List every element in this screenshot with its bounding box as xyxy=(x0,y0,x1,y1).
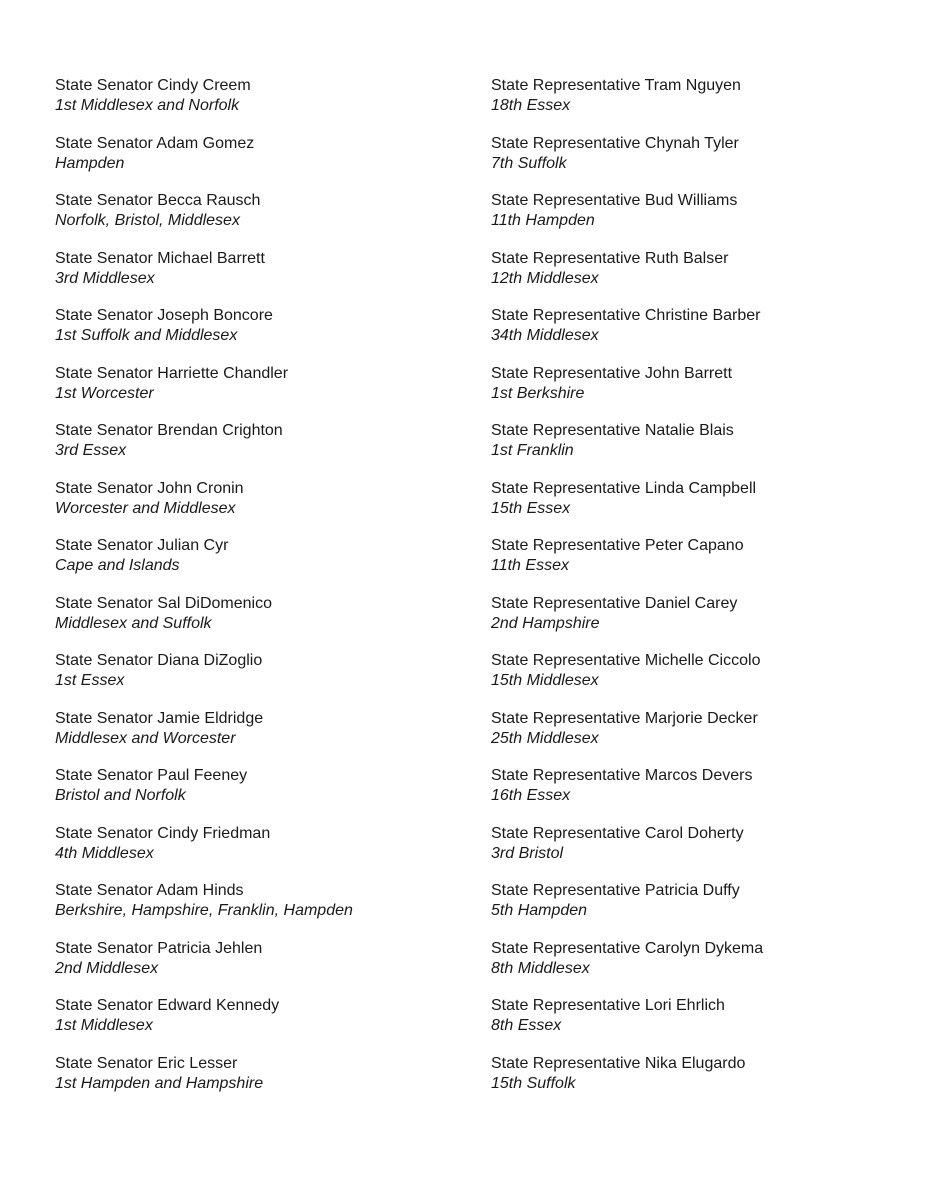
legislator-name: State Senator Edward Kennedy xyxy=(55,997,280,1014)
legislator-district: 1st Berkshire xyxy=(491,384,585,402)
list-item xyxy=(491,421,911,479)
legislator-district: 25th Middlesex xyxy=(491,729,599,747)
legislator-district: 5th Hampden xyxy=(491,902,588,919)
legislator-district: 8th Essex xyxy=(491,1017,562,1034)
legislator-name: State Representative Lori Ehrlich xyxy=(491,997,725,1014)
list-item xyxy=(55,76,455,134)
legislator-name: State Senator Becca Rausch xyxy=(55,192,261,209)
legislator-district: 11th Hampden xyxy=(491,212,595,229)
list-item xyxy=(55,1054,455,1112)
list-item xyxy=(55,421,455,479)
list-item xyxy=(55,651,455,709)
list-item xyxy=(491,306,911,364)
legislator-district: Hampden xyxy=(55,154,125,172)
legislator-district: Middlesex and Suffolk xyxy=(55,614,212,632)
list-item xyxy=(55,191,455,249)
legislator-name: State Representative Carolyn Dykema xyxy=(491,939,764,957)
list-item xyxy=(491,709,911,767)
legislator-district: 2nd Middlesex xyxy=(55,959,159,977)
list-item xyxy=(491,939,911,997)
list-item xyxy=(55,536,455,594)
legislator-district: 1st Middlesex and Norfolk xyxy=(55,97,240,114)
legislator-name: State Representative Patricia Duffy xyxy=(491,882,740,899)
legislator-district: 1st Hampden and Hampshire xyxy=(55,1074,264,1092)
legislator-name: State Representative Tram Nguyen xyxy=(491,77,741,94)
legislator-district: Berkshire, Hampshire, Franklin, Hampden xyxy=(55,902,353,919)
list-item xyxy=(491,1054,911,1112)
legislator-name: State Senator Cindy Friedman xyxy=(55,824,271,842)
legislator-name: State Senator Michael Barrett xyxy=(55,249,265,267)
list-item xyxy=(55,306,455,364)
legislator-name: State Representative Daniel Carey xyxy=(491,594,738,612)
legislator-district: Cape and Islands xyxy=(55,557,180,574)
legislator-name: State Senator Adam Gomez xyxy=(55,134,255,152)
legislator-name: State Representative Michelle Ciccolo xyxy=(491,652,761,669)
legislator-name: State Senator John Cronin xyxy=(55,479,244,497)
list-item xyxy=(55,996,455,1054)
legislator-name: State Representative Natalie Blais xyxy=(491,422,734,439)
list-item xyxy=(491,364,911,422)
list-item xyxy=(55,709,455,767)
list-item xyxy=(491,249,911,307)
legislator-district: 12th Middlesex xyxy=(491,269,599,287)
legislator-district: 3rd Middlesex xyxy=(55,269,155,287)
legislator-district: 34th Middlesex xyxy=(491,327,599,344)
list-item xyxy=(491,536,911,594)
legislator-name: State Senator Paul Feeney xyxy=(55,767,248,784)
legislator-name: State Senator Sal DiDomenico xyxy=(55,594,272,612)
legislator-district: 3rd Essex xyxy=(55,442,127,459)
legislator-name: State Senator Joseph Boncore xyxy=(55,307,273,324)
legislator-district: Worcester and Middlesex xyxy=(55,499,236,517)
legislator-name: State Senator Jamie Eldridge xyxy=(55,709,264,727)
legislator-district: 7th Suffolk xyxy=(491,154,567,172)
list-item xyxy=(491,824,911,882)
legislator-name: State Representative Carol Doherty xyxy=(491,824,744,842)
list-item xyxy=(55,479,455,537)
list-item xyxy=(491,76,911,134)
legislator-district: 1st Worcester xyxy=(55,384,154,402)
legislator-district: 18th Essex xyxy=(491,97,571,114)
legislator-name: State Senator Cindy Creem xyxy=(55,77,251,94)
legislator-name: State Representative Marjorie Decker xyxy=(491,709,758,727)
list-item xyxy=(491,594,911,652)
legislator-district: 11th Essex xyxy=(491,557,569,574)
legislator-name: State Representative Nika Elugardo xyxy=(491,1054,746,1072)
list-item xyxy=(491,881,911,939)
legislator-district: 8th Middlesex xyxy=(491,959,590,977)
legislator-name: State Representative Bud Williams xyxy=(491,192,738,209)
legislator-district: 3rd Bristol xyxy=(491,844,564,862)
legislator-district: 1st Essex xyxy=(55,672,125,689)
legislator-name: State Representative Chynah Tyler xyxy=(491,134,739,152)
list-item xyxy=(491,191,911,249)
legislator-district: 15th Middlesex xyxy=(491,672,599,689)
legislator-district: 1st Middlesex xyxy=(55,1017,153,1034)
legislator-name: State Senator Julian Cyr xyxy=(55,537,229,554)
list-item xyxy=(55,881,455,939)
legislator-district: Bristol and Norfolk xyxy=(55,787,186,804)
legislator-district: 4th Middlesex xyxy=(55,844,154,862)
list-item xyxy=(55,766,455,824)
list-item xyxy=(491,479,911,537)
representatives-column xyxy=(491,76,911,1111)
legislator-name: State Representative Ruth Balser xyxy=(491,249,729,267)
list-item xyxy=(491,134,911,192)
list-item xyxy=(55,824,455,882)
legislator-name: State Senator Adam Hinds xyxy=(55,882,244,899)
list-item xyxy=(55,594,455,652)
legislator-name: State Senator Harriette Chandler xyxy=(55,364,289,382)
list-item xyxy=(491,651,911,709)
legislator-name: State Representative Christine Barber xyxy=(491,307,761,324)
legislator-name: State Senator Diana DiZoglio xyxy=(55,652,263,669)
legislator-name: State Representative John Barrett xyxy=(491,364,733,382)
legislator-district: Norfolk, Bristol, Middlesex xyxy=(55,212,240,229)
list-item xyxy=(55,249,455,307)
legislator-name: State Representative Linda Campbell xyxy=(491,479,757,497)
legislator-district: 1st Suffolk and Middlesex xyxy=(55,327,238,344)
legislator-name: State Senator Brendan Crighton xyxy=(55,422,283,439)
legislator-district: 16th Essex xyxy=(491,787,571,804)
list-item xyxy=(491,766,911,824)
legislator-name: State Senator Eric Lesser xyxy=(55,1054,238,1072)
list-item xyxy=(55,364,455,422)
legislator-district: 15th Suffolk xyxy=(491,1074,576,1092)
list-item xyxy=(55,134,455,192)
list-item xyxy=(55,939,455,997)
legislator-district: 2nd Hampshire xyxy=(491,614,600,632)
legislator-name: State Representative Peter Capano xyxy=(491,537,744,554)
legislator-district: 1st Franklin xyxy=(491,442,574,459)
legislator-district: 15th Essex xyxy=(491,499,571,517)
legislator-district: Middlesex and Worcester xyxy=(55,729,236,747)
legislator-name: State Senator Patricia Jehlen xyxy=(55,939,263,957)
legislator-name: State Representative Marcos Devers xyxy=(491,767,753,784)
list-item xyxy=(491,996,911,1054)
senators-column xyxy=(55,76,455,1111)
